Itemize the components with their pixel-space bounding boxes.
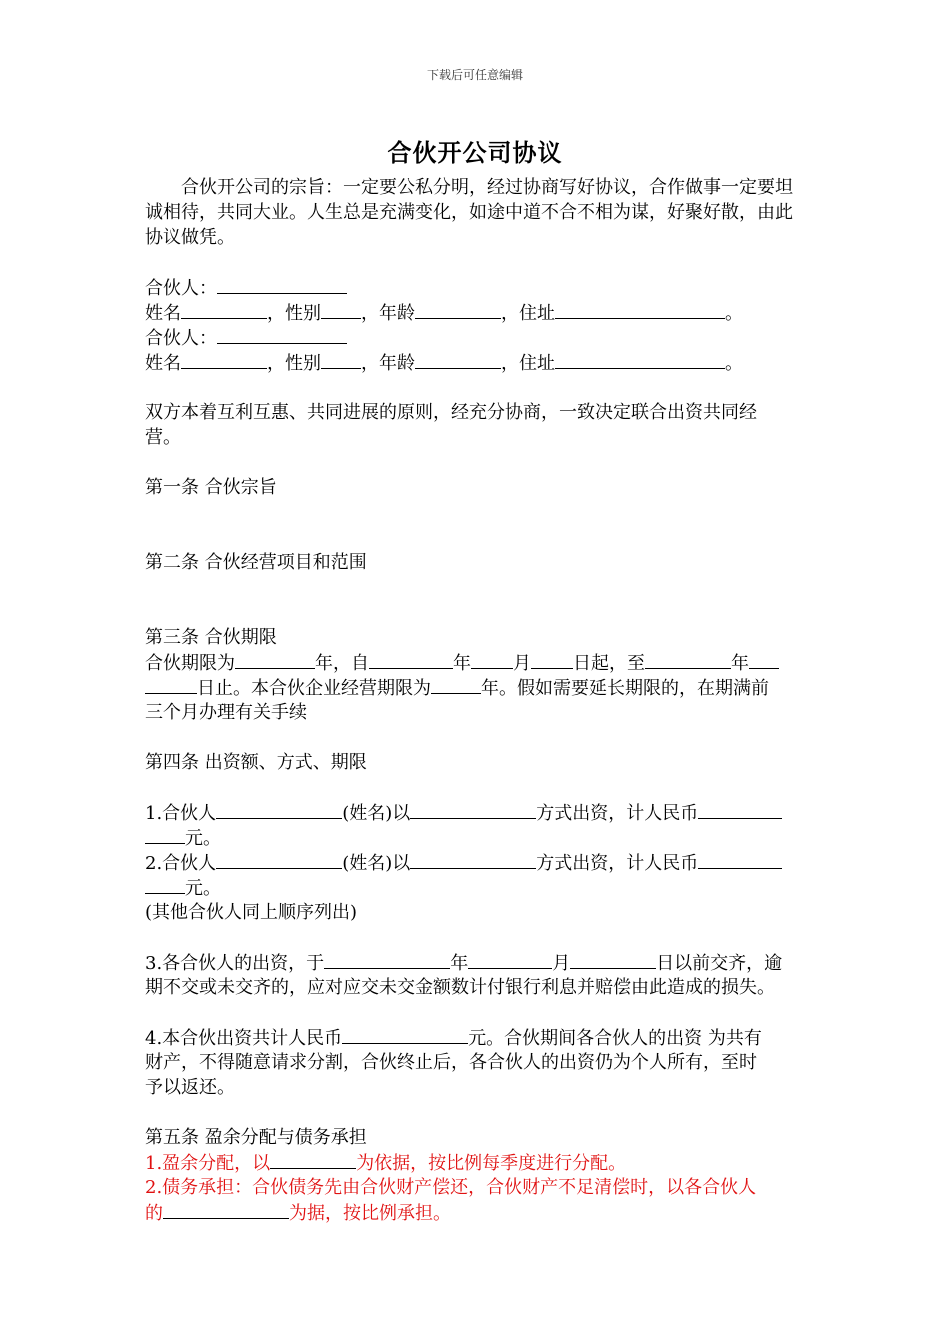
blank[interactable] [145,825,185,844]
contribution-other: (其他合伙人同上顺序列出) [145,902,358,923]
blank[interactable] [217,325,347,344]
contribution-4-cont: 财产，不得随意请求分割，合伙终止后，各合伙人的出资仍为个人所有，至时 [145,1052,757,1073]
blank[interactable] [431,675,481,694]
blank[interactable] [216,800,342,819]
contribution-2: 2.合伙人 (姓名)以 方式出资，计人民币 [145,850,807,875]
blank[interactable] [216,850,342,869]
blank[interactable] [645,650,731,669]
blank[interactable] [531,650,573,669]
blank[interactable] [342,1025,468,1044]
blank[interactable] [410,850,536,869]
contribution-2-cont: 元。 [145,875,807,900]
blank[interactable] [369,650,453,669]
profit-distribution: 1.盈余分配，以 为依据，按比例每季度进行分配。 [145,1150,807,1175]
blank[interactable] [698,800,782,819]
intro-line: 诚相待，共同大业。人生总是充满变化，如途中道不合不相为谋，好聚好散，由此 [145,202,793,223]
blank[interactable] [555,300,725,319]
intro-line: 协议做凭。 [145,227,235,248]
contribution-3: 3.各合伙人的出资，于 年 月 日以前交齐，逾 [145,950,807,975]
article-5-heading: 第五条 盈余分配与债务承担 [145,1127,367,1148]
article-2-heading: 第二条 合伙经营项目和范围 [145,552,367,573]
partner-1-details: 姓名 ，性别 ，年龄 ，住址 。 [145,300,807,325]
article-1-heading: 第一条 合伙宗旨 [145,477,277,498]
blank[interactable] [555,350,725,369]
blank[interactable] [324,950,450,969]
article-3-line: 三个月办理有关手续 [145,702,307,723]
contribution-4: 4.本合伙出资共计人民币 元。合伙期间各合伙人的出资 为共有 [145,1025,807,1050]
blank[interactable] [235,650,315,669]
article-3-line: 合伙期限为 年，自 年 月 日起，至 年 [145,650,807,675]
blank[interactable] [321,350,361,369]
blank[interactable] [163,1200,289,1219]
header-note: 下载后可任意编辑 [426,68,523,82]
partner-1-label: 合伙人： [145,275,807,300]
contribution-4-cont: 予以返还。 [145,1077,235,1098]
blank[interactable] [217,275,347,294]
intro-line: 合伙开公司的宗旨：一定要公私分明，经过协商写好协议，合作做事一定要坦 [181,177,793,198]
document-title: 合伙开公司协议 [387,138,563,167]
contribution-1-cont: 元。 [145,825,807,850]
contribution-3-cont: 期不交或未交齐的，应对应交未交金额数计付银行利息并赔偿由此造成的损失。 [145,977,775,998]
document-body [145,175,807,1225]
blank[interactable] [410,800,536,819]
blank[interactable] [471,650,513,669]
debt-responsibility: 2.债务承担：合伙债务先由合伙财产偿还，合伙财产不足清偿时，以各合伙人 [145,1177,757,1198]
partner-2-label: 合伙人： [145,325,807,350]
article-3-line: 日止。本合伙企业经营期限为 年。假如需要延长期限的，在期满前 [145,675,807,700]
blank[interactable] [415,350,501,369]
article-4-heading: 第四条 出资额、方式、期限 [145,752,367,773]
blank[interactable] [749,650,779,669]
blank[interactable] [321,300,361,319]
consensus-line: 营。 [145,427,181,448]
blank[interactable] [145,875,185,894]
blank[interactable] [145,675,197,694]
blank[interactable] [270,1150,356,1169]
blank[interactable] [698,850,782,869]
blank[interactable] [181,300,267,319]
blank[interactable] [468,950,552,969]
contribution-1: 1.合伙人 (姓名)以 方式出资，计人民币 [145,800,807,825]
blank[interactable] [415,300,501,319]
partner-2-details: 姓名 ，性别 ，年龄 ，住址 。 [145,350,807,375]
article-3-heading: 第三条 合伙期限 [145,627,277,648]
blank[interactable] [570,950,656,969]
consensus-line: 双方本着互利互惠、共同进展的原则，经充分协商，一致决定联合出资共同经 [145,402,757,423]
debt-responsibility-cont: 的 为据，按比例承担。 [145,1200,807,1225]
blank[interactable] [181,350,267,369]
